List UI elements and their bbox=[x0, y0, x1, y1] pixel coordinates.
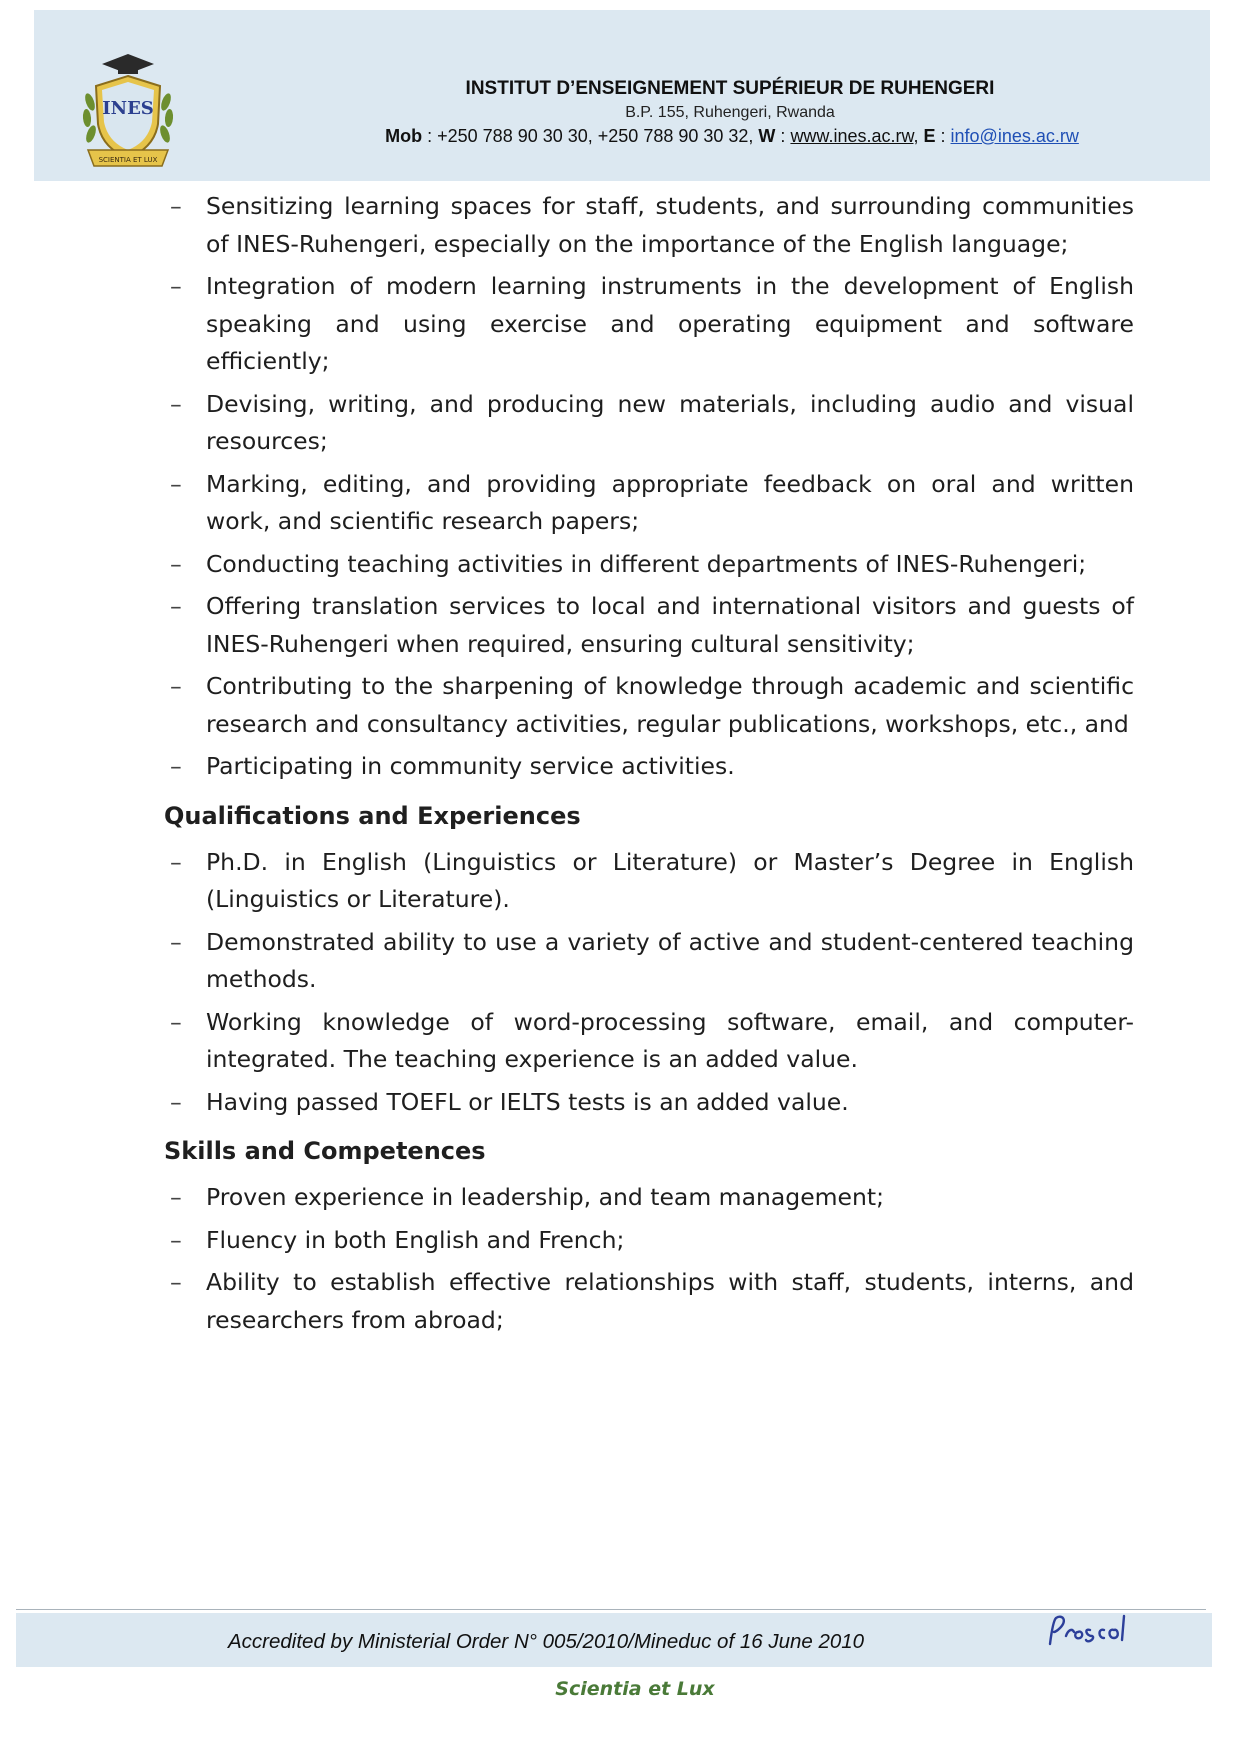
footer-motto: Scientia et Lux bbox=[555, 1678, 715, 1700]
list-item: – Offering translation services to local and international visitors and guests of INES-Ruhengeri when required, ensuring cultural sensitivity; bbox=[164, 588, 1134, 663]
dash-marker: – bbox=[170, 1007, 182, 1036]
qualifications-heading: Qualifications and Experiences bbox=[164, 801, 581, 830]
dash-marker: – bbox=[170, 672, 182, 700]
institution-name: INSTITUT D’ENSEIGNEMENT SUPÉRIEUR DE RUHENGERI bbox=[465, 78, 995, 99]
website-link[interactable]: www.ines.ac.rw bbox=[790, 126, 914, 146]
institution-address: B.P. 155, Ruhengeri, Rwanda bbox=[625, 104, 835, 121]
web-label: W bbox=[758, 126, 776, 146]
qualifications-list bbox=[164, 844, 1134, 1122]
institution-contact bbox=[282, 126, 1182, 147]
dash-marker: – bbox=[170, 1183, 182, 1211]
list-item: – Integration of modern learning instruments in the development of English speaking and using exercise and operating equipment and software efficiently; bbox=[164, 268, 1134, 381]
email-separator-2: : bbox=[935, 126, 951, 146]
footer-divider bbox=[16, 1609, 1206, 1610]
list-item: – Conducting teaching activities in different departments of INES-Ruhengeri; bbox=[164, 546, 1134, 584]
list-item: – Working knowledge of word-processing software, email, and computer-integrated. The teaching experience is an added value. bbox=[164, 1004, 1134, 1079]
dash-marker: – bbox=[170, 272, 182, 300]
mob-numbers: +250 788 90 30 30, +250 788 90 30 32, bbox=[437, 126, 759, 146]
handwritten-initials bbox=[1044, 1606, 1134, 1654]
svg-text:INES: INES bbox=[102, 98, 154, 119]
list-item: – Devising, writing, and producing new materials, including audio and visual resources; bbox=[164, 386, 1134, 461]
list-item: – Demonstrated ability to use a variety of active and student-centered teaching methods. bbox=[164, 924, 1134, 999]
list-item: – Ability to establish effective relationships with staff, students, interns, and researchers from abroad; bbox=[164, 1264, 1134, 1339]
dash-marker: – bbox=[170, 927, 182, 956]
dash-marker: – bbox=[170, 592, 182, 620]
list-item: – Proven experience in leadership, and team management; bbox=[164, 1179, 1134, 1217]
dash-marker: – bbox=[170, 549, 182, 578]
email-separator-1: , bbox=[913, 126, 924, 146]
dash-marker: – bbox=[170, 1268, 182, 1296]
list-item: – Ph.D. in English (Linguistics or Literature) or Master’s Degree in English (Linguistics or Literature). bbox=[164, 844, 1134, 919]
dash-marker: – bbox=[170, 1087, 182, 1116]
email-label: E bbox=[923, 126, 936, 146]
responsibilities-list bbox=[164, 188, 1134, 786]
accreditation-text: Accredited by Ministerial Order N° 005/2010/Mineduc of 16 June 2010 bbox=[228, 1630, 865, 1653]
dash-marker: – bbox=[170, 192, 182, 220]
list-item: – Having passed TOEFL or IELTS tests is an added value. bbox=[164, 1084, 1134, 1122]
list-item: – Participating in community service activities. bbox=[164, 748, 1134, 786]
mob-separator: : bbox=[422, 126, 438, 146]
list-item: – Sensitizing learning spaces for staff, students, and surrounding communities of INES-Ruhengeri, especially on the importance of the English language; bbox=[164, 188, 1134, 263]
dash-marker: – bbox=[170, 469, 182, 498]
web-separator: : bbox=[775, 126, 791, 146]
document-body bbox=[164, 188, 1134, 1344]
mob-label: Mob bbox=[385, 126, 423, 146]
skills-heading: Skills and Competences bbox=[164, 1137, 486, 1165]
dash-marker: – bbox=[170, 1225, 182, 1254]
svg-text:SCIENTIA ET LUX: SCIENTIA ET LUX bbox=[98, 156, 158, 164]
email-link[interactable]: info@ines.ac.rw bbox=[950, 126, 1079, 146]
ines-logo bbox=[78, 52, 178, 170]
list-item: – Fluency in both English and French; bbox=[164, 1222, 1134, 1260]
dash-marker: – bbox=[170, 847, 182, 876]
dash-marker: – bbox=[170, 752, 182, 780]
list-item: – Marking, editing, and providing appropriate feedback on oral and written work, and scientific research papers; bbox=[164, 466, 1134, 541]
list-item: – Contributing to the sharpening of knowledge through academic and scientific research and consultancy activities, regular publications, workshops, etc., and bbox=[164, 668, 1134, 743]
skills-list bbox=[164, 1179, 1134, 1339]
dash-marker: – bbox=[170, 389, 182, 418]
